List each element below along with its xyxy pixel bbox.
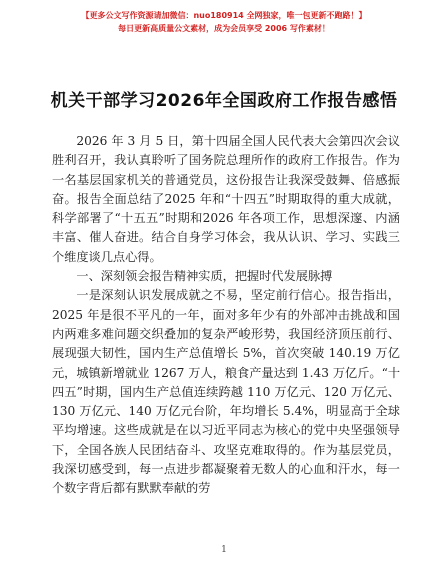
body-paragraph: 一是深刻认识发展成就之不易，坚定前行信心。报告指出，2025 年是很不平凡的一年，面对多年少有的外部冲击挑战和国内两难多难问题交织叠加的复杂严峻形势，我国经济顶压前行、展现强大韧性，国内生产总值增长 5%，首次突破 140.19 万亿元，城镇新增就业 1267 万人，粮食产量达到 1.43 万亿斤。“十四五”时期，国内生产总值连续跨越 110 万亿元、120 万亿元、130 万亿元、140 万亿元台阶，年均增长 5.4%，明显高于全球平均增速。这些成就是在以习近平同志为核心的党中央坚强领导下，全国各族人民团结奋斗、攻坚克难取得的。作为基层党员，我深切感受到，每一点进步都凝聚着无数人的心血和汗水，每一个数字背后都有默默奉献的劳 (52, 288, 401, 496)
promo-banner-line-1: 【更多公文写作资源请加微信：nuo180914 全网独家，唯一包更新不跑路！】 (81, 11, 367, 20)
section-heading: 一、深刻领会报告精神实质，把握时代发展脉搏 (76, 269, 333, 284)
document-body (52, 132, 400, 499)
promo-banner-line-2: 每日更新高质量公文素材，成为会员享受 2006 写作素材！ (118, 24, 330, 33)
page-number: 1 (221, 545, 227, 555)
promo-banner (0, 9, 448, 35)
document-title: 机关干部学习2026年全国政府工作报告感悟 (50, 91, 398, 111)
intro-paragraph: 2026 年 3 月 5 日，第十四届全国人民代表大会第四次会议胜利召开，我认真聆听了国务院总理所作的政府工作报告。作为一名基层国家机关的普通党员，这份报告让我深受鼓舞、倍感振奋。报告全面总结了2025 年和“十四五”时期取得的重大成就，科学部署了“十五五”时期和2026 年各项工作，思想深邃、内涵丰富、催人奋进。结合自身学习体会，我从认识、学习、实践三个维度谈几点心得。 (52, 134, 400, 264)
